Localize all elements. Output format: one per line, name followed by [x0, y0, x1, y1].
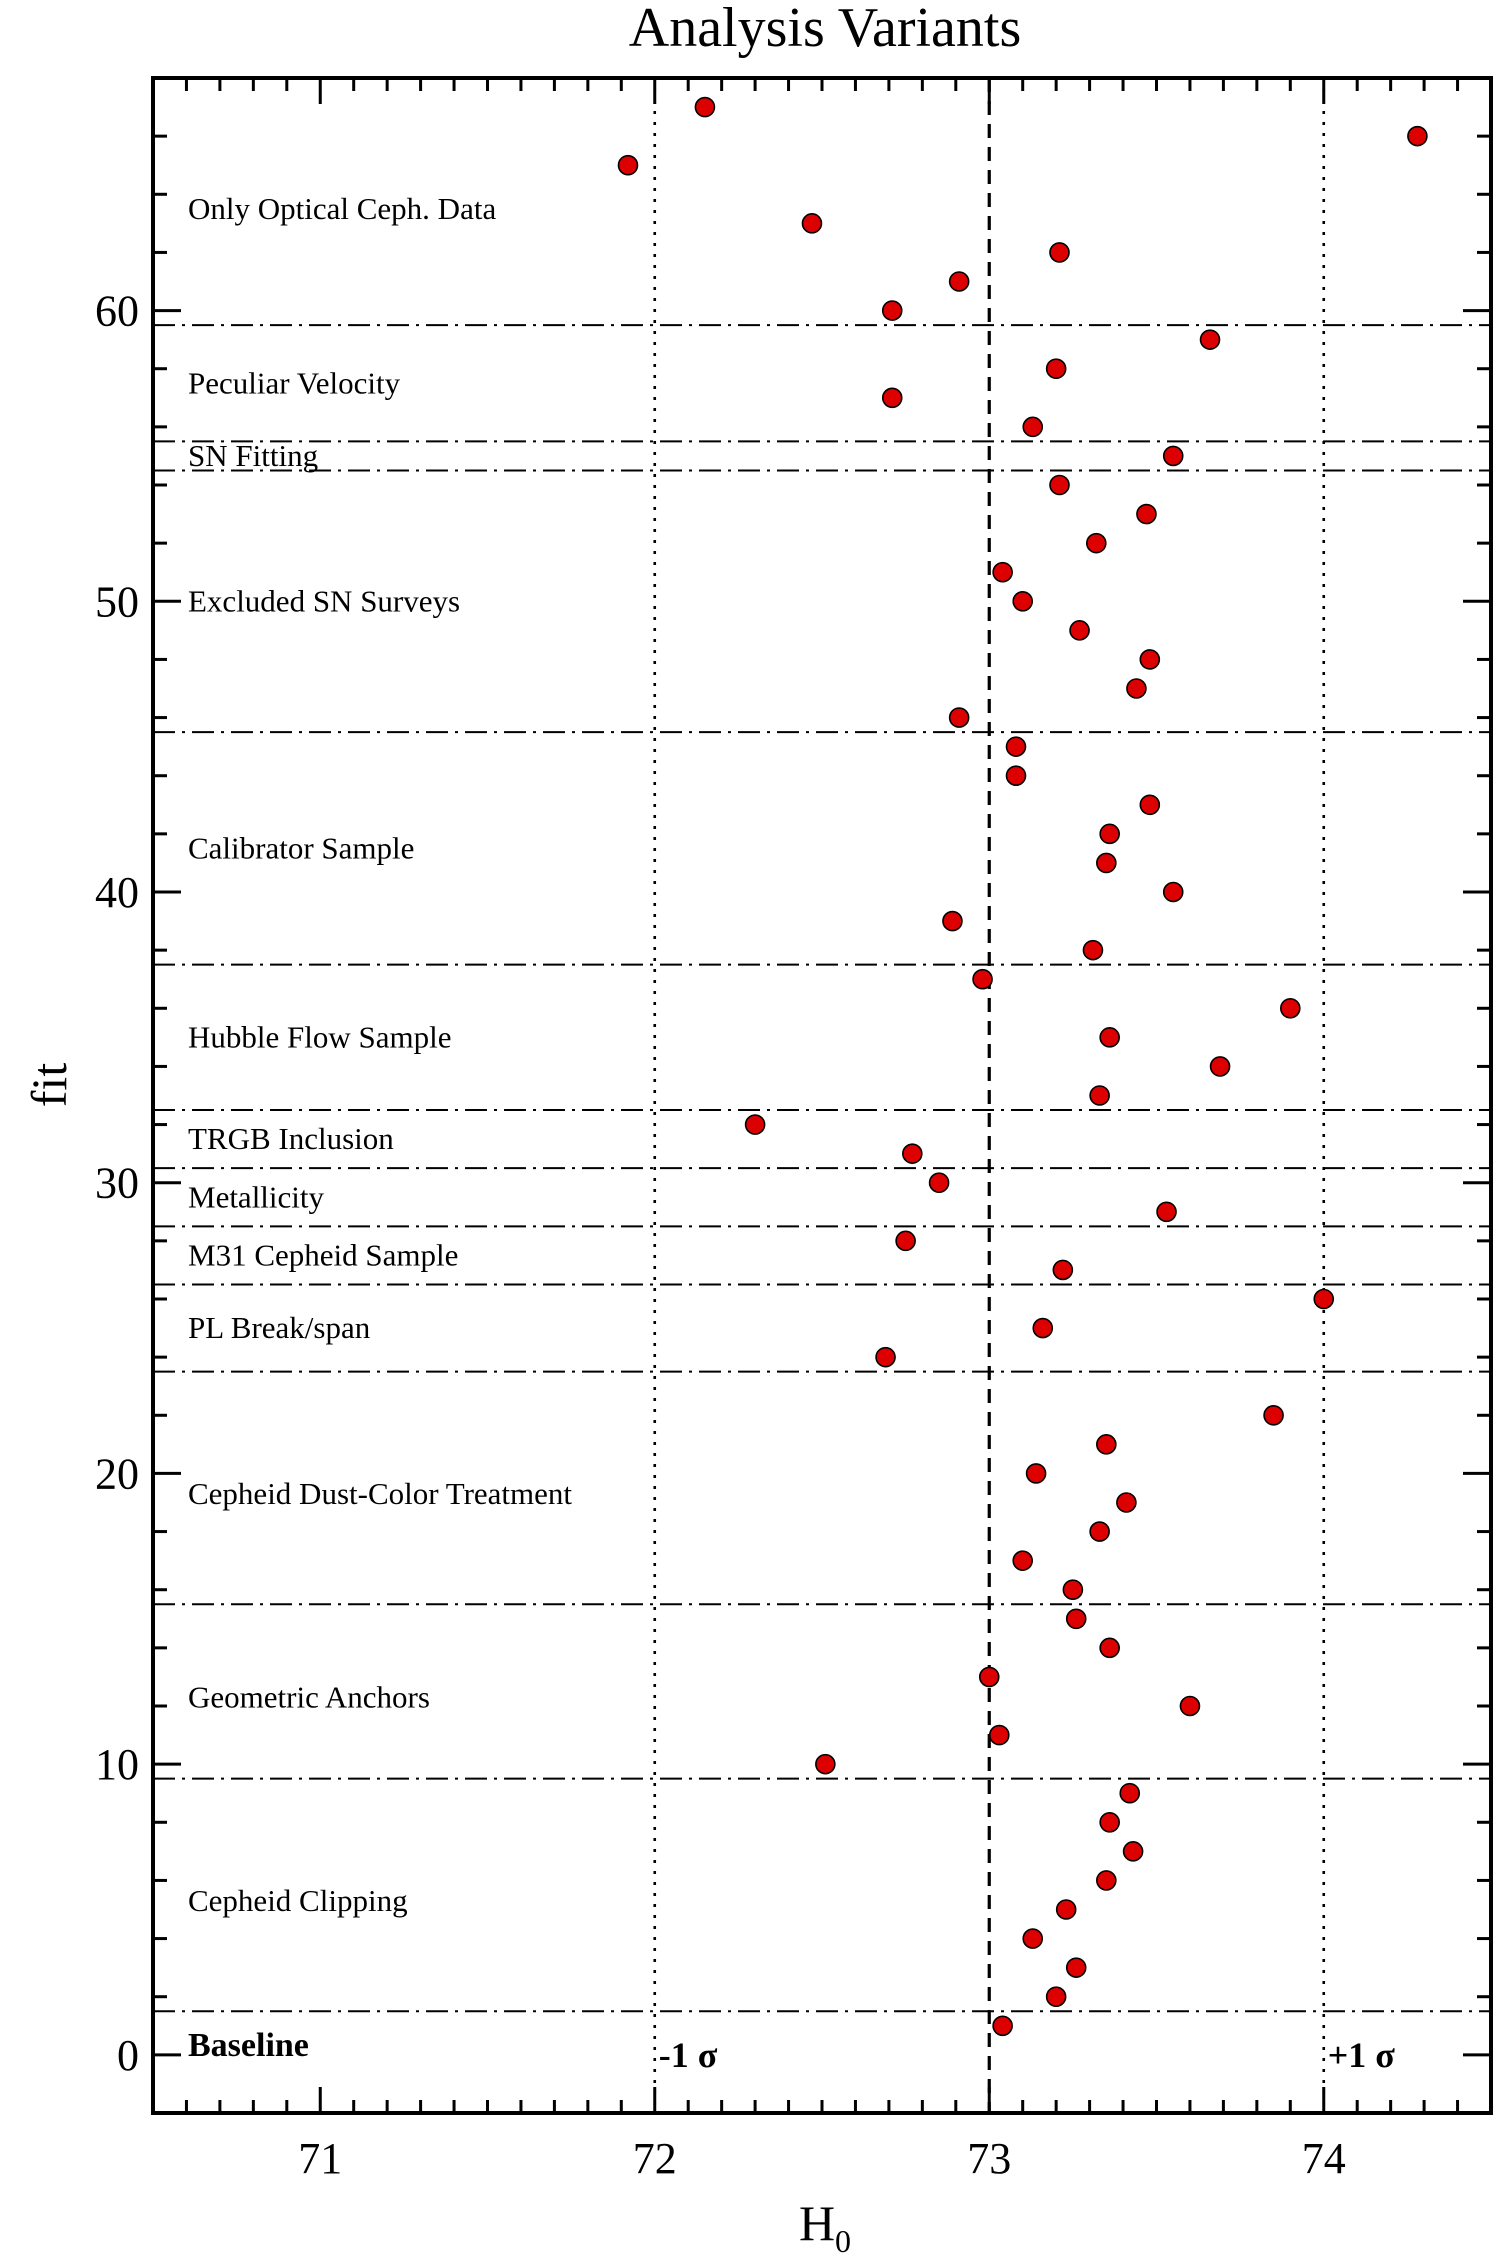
data-point [1281, 999, 1300, 1018]
data-point [1057, 1900, 1076, 1919]
data-point [1033, 1319, 1052, 1338]
data-point [1211, 1057, 1230, 1076]
y-tick-label: 30 [95, 1158, 139, 1208]
data-point [930, 1173, 949, 1192]
data-point [1007, 737, 1026, 756]
group-label: Cepheid Clipping [188, 1882, 408, 1918]
data-point [1087, 534, 1106, 553]
x-tick-label: 72 [632, 2134, 677, 2183]
data-point [1097, 1435, 1116, 1454]
data-point [1067, 1609, 1086, 1628]
y-tick-label: 60 [95, 286, 139, 336]
data-point [1047, 359, 1066, 378]
group-label: M31 Cepheid Sample [188, 1237, 459, 1273]
group-label: Calibrator Sample [188, 830, 415, 866]
data-point [993, 2016, 1012, 2035]
data-point [1164, 883, 1183, 902]
data-point [1140, 650, 1159, 669]
group-label: TRGB Inclusion [188, 1121, 394, 1157]
data-point [950, 708, 969, 727]
data-point [1097, 853, 1116, 872]
data-point [1157, 1202, 1176, 1221]
data-point [1314, 1290, 1333, 1309]
data-point [1090, 1522, 1109, 1541]
data-point [1083, 941, 1102, 960]
data-point [1090, 1086, 1109, 1105]
group-label: SN Fitting [188, 437, 319, 473]
data-point [903, 1144, 922, 1163]
data-point [1050, 476, 1069, 495]
group-label: Hubble Flow Sample [188, 1019, 452, 1055]
plot-area [95, 78, 1491, 2183]
data-point [883, 301, 902, 320]
data-point [1027, 1464, 1046, 1483]
x-axis-label [799, 2195, 851, 2256]
y-tick-label: 40 [95, 868, 139, 917]
data-point [1053, 1260, 1072, 1279]
group-label: Baseline [188, 2027, 309, 2065]
data-point [1164, 446, 1183, 465]
data-point [816, 1755, 835, 1774]
data-point [1013, 592, 1032, 611]
y-tick-label: 20 [95, 1449, 139, 1499]
data-point [1067, 1958, 1086, 1977]
data-point [802, 214, 821, 233]
y-axis-label: fit [21, 1062, 77, 1108]
data-point [980, 1667, 999, 1686]
data-point [973, 970, 992, 989]
data-point [943, 912, 962, 931]
group-label: Metallicity [188, 1179, 325, 1215]
sigma-label: +1 σ [1327, 2034, 1395, 2075]
data-point [950, 272, 969, 291]
y-tick-label: 50 [95, 577, 139, 627]
sigma-label: -1 σ [658, 2034, 718, 2075]
data-point [1127, 679, 1146, 698]
data-point [1140, 795, 1159, 814]
data-point [1117, 1493, 1136, 1512]
data-point [1201, 330, 1220, 349]
y-tick-label: 10 [95, 1740, 139, 1790]
group-label: PL Break/span [188, 1310, 371, 1346]
y-tick-label: 0 [117, 2030, 139, 2080]
data-point [1408, 127, 1427, 146]
x-axis-label-main: H [798, 2195, 836, 2251]
data-point [1063, 1580, 1082, 1599]
x-tick-label: 73 [967, 2134, 1012, 2183]
group-label: Peculiar Velocity [188, 365, 401, 401]
data-point [695, 98, 714, 117]
data-point [993, 563, 1012, 582]
data-point [1097, 1871, 1116, 1890]
data-point [618, 156, 637, 175]
data-point [1023, 1929, 1042, 1948]
x-tick-label: 74 [1301, 2134, 1346, 2183]
data-point [1100, 1638, 1119, 1657]
x-tick-label: 71 [298, 2134, 343, 2183]
data-point [1264, 1406, 1283, 1425]
data-point [1047, 1987, 1066, 2006]
data-point [1100, 1813, 1119, 1832]
data-point [1124, 1842, 1143, 1861]
data-point [1120, 1784, 1139, 1803]
data-point [1100, 1028, 1119, 1047]
data-point [990, 1726, 1009, 1745]
data-point [1007, 766, 1026, 785]
data-point [883, 388, 902, 407]
data-point [1023, 417, 1042, 436]
x-axis-label-subscript: 0 [835, 2223, 852, 2256]
data-point [1050, 243, 1069, 262]
group-label: Cepheid Dust-Color Treatment [188, 1475, 573, 1511]
data-point [1013, 1551, 1032, 1570]
data-point [1180, 1697, 1199, 1716]
data-point [896, 1231, 915, 1250]
group-label: Excluded SN Surveys [188, 583, 461, 619]
data-point [1100, 824, 1119, 843]
group-label: Only Optical Ceph. Data [188, 190, 497, 226]
data-point [1137, 505, 1156, 524]
group-label: Geometric Anchors [188, 1679, 430, 1715]
data-point [746, 1115, 765, 1134]
data-point [1070, 621, 1089, 640]
chart-title: Analysis Variants [628, 0, 1022, 59]
data-point [876, 1348, 895, 1367]
